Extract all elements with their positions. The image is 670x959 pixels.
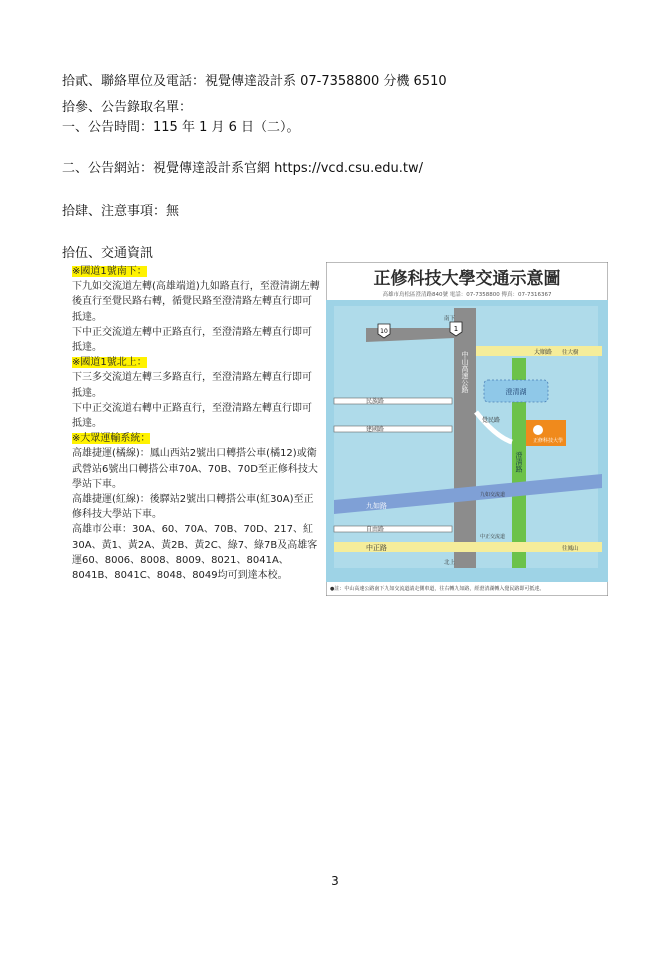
map-subtitle: 高雄市鳥松區澄清路840號 電話：07-7358800 傳真：07-7316367 <box>382 292 552 298</box>
highway-north-heading: ※國道1號北上： <box>72 357 147 369</box>
note-text: 下九如交流道左轉(高雄端道)九如路直行，至澄清湖左轉後直行至覺民路右轉，循覺民路至澄清路左轉直行即可抵達。 <box>72 281 320 323</box>
zhongzheng-road-label: 中正路 <box>366 544 387 552</box>
note-text: 高雄捷運(橘線)：鳳山西站2號出口轉搭公車(橘12)或衛武營站6號出口轉搭公車70A、70B、70D至正修科技大學站下車。 <box>72 448 318 490</box>
chengqing-lake-label: 澄清湖 <box>505 388 527 396</box>
school-label: 正修科技大學 <box>532 438 564 444</box>
zhongshan-highway-label: 中山高速公路 <box>461 351 469 393</box>
highway-10-number: 10 <box>380 328 388 335</box>
highway-south-heading: ※國道1號南下： <box>72 266 147 277</box>
nanxia-label: 南下 <box>444 316 456 322</box>
jueming-road-label: 覺民路 <box>482 417 501 424</box>
traffic-heading: 拾伍、交通資訊 <box>62 246 154 261</box>
traffic-notes <box>72 264 320 583</box>
announce-website: 二、公告網站：視覺傳達設計系官網 https://vcd.csu.edu.tw/ <box>62 161 423 176</box>
jiuru-ic-label: 九如交流道 <box>480 492 506 498</box>
announce-time: 一、公告時間：115 年 1 月 6 日（二）。 <box>62 120 300 135</box>
announce-heading: 拾參、公告錄取名單： <box>62 100 193 115</box>
zhongzheng-ic-label: 中正交流道 <box>480 534 506 540</box>
jianguo-road <box>334 426 452 432</box>
public-transit-heading: ※大眾運輸系統： <box>72 433 151 445</box>
zhongshan-highway <box>454 308 476 568</box>
page-number: 3 <box>331 874 339 888</box>
jiuru-road-label: 九如路 <box>366 502 387 510</box>
to-fengshan-label: 往鳳山 <box>562 546 579 552</box>
campus-traffic-map <box>326 262 608 596</box>
dachang-road-label: 大順路 <box>534 349 553 356</box>
minzu-road <box>334 398 452 404</box>
ziyou-road-label: 自由路 <box>366 526 385 533</box>
note-text: 下三多交流道左轉三多路直行，至澄清路左轉直行即可抵達。 <box>72 372 312 399</box>
chengqing-road-label: 澄清路 <box>515 451 523 473</box>
note-text: 高雄市公車：30A、60、70A、70B、70D、217、紅30A、黃1、黃2A、黃2B、黃2C、綠7、綠7B及高雄客運60、8006、8008、8009、8021、8041A、8041B、8041C、8048、8049均可到達本校。 <box>72 524 318 582</box>
notes-heading: 拾肆、注意事項：無 <box>62 204 180 219</box>
note-text: 下中正交流道右轉中正路直行，至澄清路左轉直行即可抵達。 <box>72 402 312 430</box>
minzu-road-label: 民族路 <box>366 398 385 405</box>
highway-1-number: 1 <box>453 325 459 333</box>
beishang-label: 北上 <box>444 560 456 566</box>
note-text: 下中正交流道左轉中正路直行，至澄清路左轉直行即可抵達。 <box>72 326 312 354</box>
ziyou-road <box>334 526 452 532</box>
note-text: 高雄捷運(紅線)：後驛站2號出口轉搭公車(紅30A)至正修科技大學站下車。 <box>72 494 314 521</box>
map-footnote: ●註：中山高速公路南下九如交流道請走側車道，往右轉九如路，經澄清湖轉入覺民路即可抵達。 <box>330 586 545 592</box>
jianguo-road-label: 建國路 <box>366 426 385 433</box>
to-dashu-label: 往大樹 <box>562 350 579 356</box>
map-title: 正修科技大學交通示意圖 <box>373 269 561 289</box>
school-logo-icon <box>533 425 543 435</box>
contact-line: 拾貳、聯絡單位及電話：視覺傳達設計系 07-7358800 分機 6510 <box>62 74 447 89</box>
